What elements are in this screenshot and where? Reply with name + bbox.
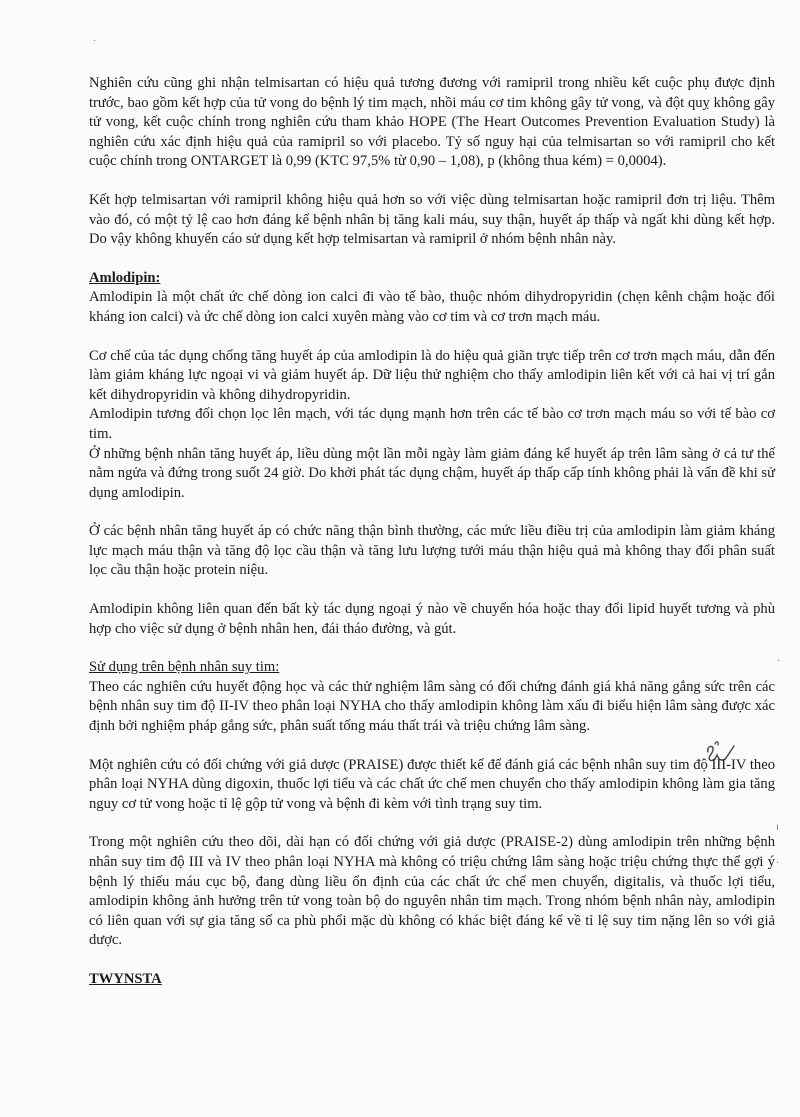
paragraph-renal-function: Ở các bệnh nhân tăng huyết áp có chức năng thận bình thường, các mức liều điều trị của amlodipin làm giảm kháng lực mạch máu thận và tăng độ lọc cầu thận và tăng lưu lượng tưới máu thận hiệu quả mà không thay đổi phân suất lọc cầu thận hoặc protein niệu. — [89, 523, 775, 579]
paragraph-ontarget-results: Nghiên cứu cũng ghi nhận telmisartan có hiệu quả tương đương với ramipril trong nhiều kết cuộc phụ được định trước, bao gồm kết hợp của tử vong do bệnh lý tim mạch, nhồi máu cơ tim không gây tử vong, và đột quỵ không gây tử vong, kết cuộc chính trong nghiên cứu tham khảo HOPE (The Heart Outcomes Prevention Evaluation Study) là nghiên cứu xác định hiệu quả của ramipril so với placebo. Tỷ số nguy hại của telmisartan so với ramipril cho kết cuộc chính trong ONTARGET là 0,99 (KTC 97,5% từ 0,90 – 1,08), p (không thua kém) = 0,0004). — [89, 75, 775, 170]
paragraph-combination-therapy: Kết hợp telmisartan với ramipril không hiệu quả hơn so với việc dùng telmisartan hoặc ramipril đơn trị liệu. Thêm vào đó, có một tỷ lệ cao hơn đáng kể bệnh nhân bị tăng kali máu, suy thận, huyết áp thấp và ngất khi dùng kết hợp. Do vậy không khuyến cáo sử dụng kết hợp telmisartan và ramipril ở nhóm bệnh nhân này. — [89, 191, 775, 248]
paragraph-hemodynamic-studies: Theo các nghiên cứu huyết động học và các thử nghiệm lâm sàng có đối chứng đánh giá khả năng gắng sức trên các bệnh nhân suy tim độ II-IV theo phân loại NYHA cho thấy amlodipin không làm xấu đi biểu hiện lâm sàng được xác định bởi nghiệm pháp gắng sức, phân suất tống máu thất trái và triệu chứng lâm sàng. — [89, 678, 775, 735]
scan-dot: · — [93, 36, 97, 47]
paragraph-hypertension-dosing: Ở những bệnh nhân tăng huyết áp, liều dùng một lần mỗi ngày làm giảm đáng kể huyết áp trên lâm sàng ở cả tư thế nằm ngửa và đứng trong suốt 24 giờ. Do khởi phát tác dụng chậm, huyết áp thấp cấp tính không phải là vấn đề khi sử dụng amlodipin. — [89, 445, 775, 501]
scan-dot: · — [777, 656, 781, 667]
paragraph-praise-study: Một nghiên cứu có đối chứng với giả dược (PRAISE) được thiết kế để đánh giá các bệnh nhân suy tim độ III-IV theo phân loại NYHA dùng digoxin, thuốc lợi tiểu và các chất ức chế men chuyển cho thấy amlodipin không làm gia tăng nguy cơ tử vong hoặc tỉ lệ gộp tử vong và bệnh đi kèm với tình trạng suy tim. — [89, 756, 775, 812]
paragraph-amlodipin-definition: Amlodipin là một chất ức chế dòng ion calci đi vào tế bào, thuộc nhóm dihydropyridin (chẹn kênh chậm hoặc đối kháng ion calci) và ức chế dòng ion calci xuyên màng vào cơ tim và cơ trơn mạch máu. — [89, 289, 775, 325]
document-page — [89, 74, 775, 990]
paragraph-vascular-selectivity: Amlodipin tương đối chọn lọc lên mạch, với tác dụng mạnh hơn trên các tế bào cơ trơn mạch máu so với tế bào cơ tim. — [89, 406, 775, 442]
paragraph-mechanism: Cơ chế của tác dụng chống tăng huyết áp của amlodipin là do hiệu quả giãn trực tiếp trên cơ trơn mạch máu, dẫn đến làm giảm kháng lực ngoại vi và giảm huyết áp. Dữ liệu thử nghiệm cho thấy amlodipin liên kết với cả hai vị trí gắn kết dihydropyridin và không dihydropyridin. — [89, 347, 775, 403]
scan-dot: ı — [776, 822, 779, 833]
paragraph-praise2-study: Trong một nghiên cứu theo dõi, dài hạn có đối chứng với giả dược (PRAISE-2) dùng amlodipin trên những bệnh nhân suy tim độ III và IV theo phân loại NYHA mà không có triệu chứng lâm sàng hoặc triệu chứng thực thể gợi ý bệnh lý thiếu máu cục bộ, đang dùng liều ổn định của các chất ức chế men chuyển, digitalis, và thuốc lợi tiểu, amlodipin không ảnh hưởng trên tử vong toàn bộ do nguyên nhân tim mạch. Trong nhóm bệnh nhân này, amlodipin có liên quan với sự gia tăng số ca phù phổi mặc dù không có khác biệt đáng kể về tỉ lệ suy tim nặng lên so với giả dược. — [89, 834, 775, 949]
scan-dot: · — [776, 858, 780, 869]
paragraph-metabolic-effects: Amlodipin không liên quan đến bất kỳ tác dụng ngoại ý nào về chuyển hóa hoặc thay đổi lipid huyết tương và phù hợp cho việc sử dụng ở bệnh nhân hen, đái tháo đường, và gút. — [89, 601, 775, 637]
heart-failure-heading: Sử dụng trên bệnh nhân suy tim: — [89, 659, 280, 676]
amlodipin-heading: Amlodipin: — [89, 269, 161, 286]
twynsta-heading: TWYNSTA — [89, 970, 162, 987]
